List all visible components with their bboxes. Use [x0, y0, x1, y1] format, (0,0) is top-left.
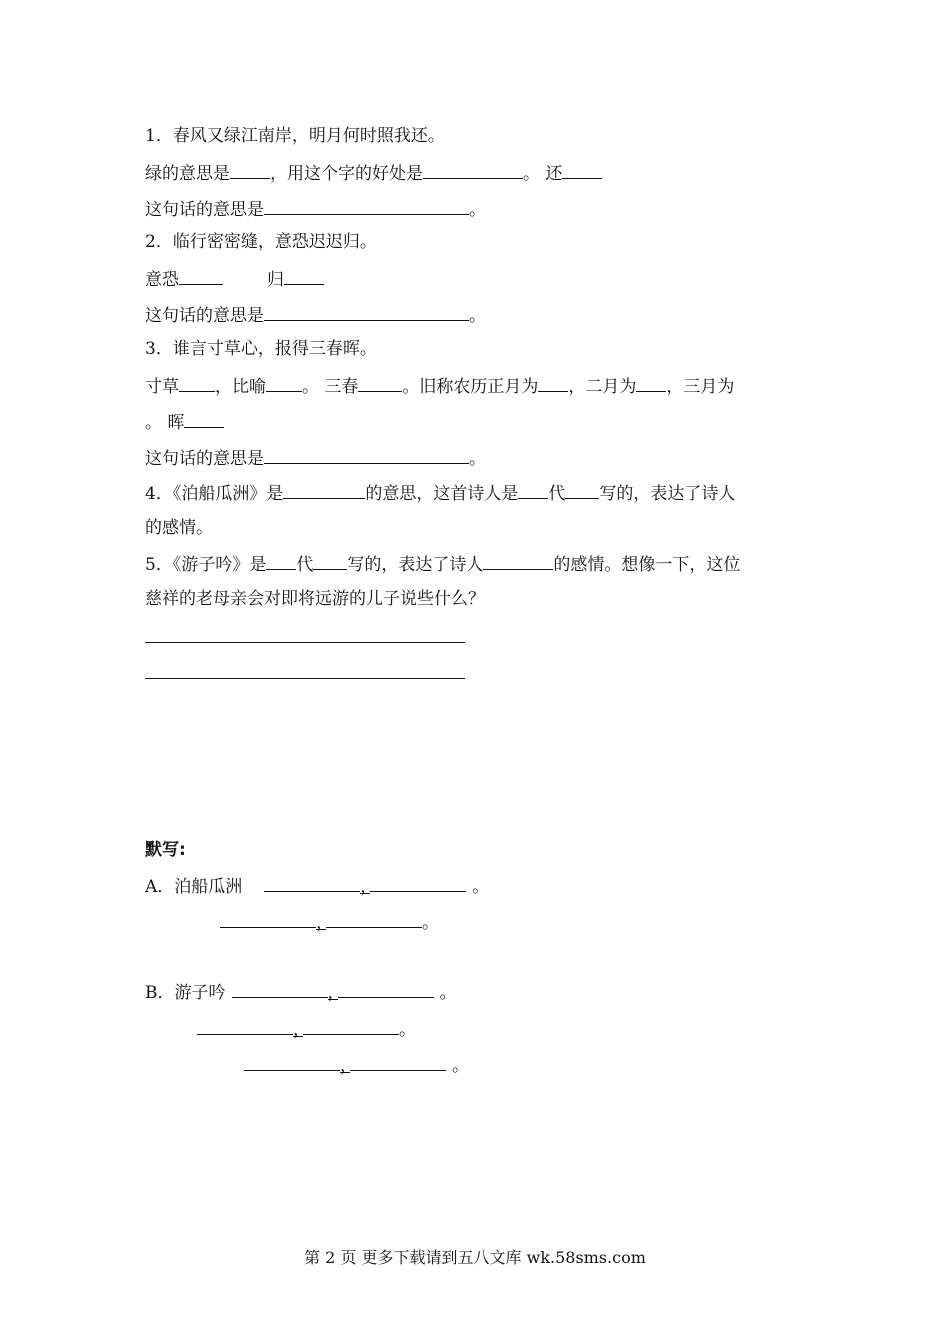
dictation-b-blank-5[interactable] — [244, 1052, 340, 1071]
q5-answer-line-2[interactable] — [145, 678, 465, 679]
q5-text-c: 写的，表达了诗人 — [347, 555, 484, 575]
q4-text-b: 的意思，这首诗人是 — [365, 484, 519, 504]
q2-blank-meaning[interactable] — [264, 302, 469, 321]
q3-text-hui: 。 晖 — [145, 413, 185, 433]
q3-blank-cuncao[interactable] — [179, 373, 215, 392]
q5-blank-poet[interactable] — [313, 551, 347, 570]
q1-period: 。 — [469, 200, 486, 220]
q3-text-e: ，二月为 — [568, 377, 637, 397]
page-footer: 第 2 页 更多下载请到五八文库 wk.58sms.com — [304, 1248, 646, 1267]
q2-line2 — [145, 266, 324, 292]
q4-text-d: 写的，表达了诗人 — [599, 484, 736, 504]
q3-text-c: 。 三春 — [302, 377, 359, 397]
q1-meaning-label: 这句话的意思是 — [145, 200, 264, 220]
q5-line2: 慈祥的老母亲会对即将远游的儿子说些什么？ — [145, 589, 485, 609]
dictation-a-comma-2: ， — [316, 913, 333, 933]
dictation-b-blank-2[interactable] — [338, 979, 434, 998]
q4-blank-meaning[interactable] — [283, 480, 365, 499]
q3-text-f: ，三月为 — [666, 377, 735, 397]
dictation-a-blank-2[interactable] — [370, 873, 466, 892]
q1-blank-meaning[interactable] — [264, 196, 469, 215]
q2-text-b: 归 — [267, 270, 284, 290]
q5-text-a: 5．《游子吟》是 — [145, 555, 267, 575]
dictation-a-line2 — [220, 909, 439, 935]
q4-text-c: 代 — [548, 484, 566, 504]
q4-blank-dynasty[interactable] — [518, 480, 548, 499]
q2-blank-gui[interactable] — [284, 266, 324, 285]
q5-text-b: 代 — [296, 555, 314, 575]
q3-blank-month2[interactable] — [636, 373, 666, 392]
q4-blank-poet[interactable] — [565, 480, 599, 499]
q3-blank-sanchun[interactable] — [358, 373, 402, 392]
q5-blank-feeling[interactable] — [483, 551, 553, 570]
dictation-b-line1 — [145, 979, 457, 1005]
dictation-b-line2 — [197, 1016, 416, 1042]
dictation-b-comma-1: ， — [327, 983, 345, 1003]
q2-period: 。 — [469, 306, 486, 326]
dictation-b-label: B．游子吟 — [145, 983, 226, 1003]
dictation-b-blank-4[interactable] — [303, 1016, 399, 1035]
q5-line1 — [145, 551, 740, 577]
q1-line3 — [145, 196, 486, 222]
q2-blank-yikong[interactable] — [179, 266, 223, 285]
q1-blank-benefit[interactable] — [423, 160, 523, 179]
q2-text-a: 意恐 — [145, 270, 179, 290]
q3-text-d: 。旧称农历正月为 — [402, 377, 539, 397]
dictation-a-label: A．泊船瓜洲 — [145, 877, 243, 897]
dictation-a-period-2: 。 — [422, 913, 439, 933]
q1-text-a: 绿的意思是 — [145, 164, 230, 184]
q1-text-c: 。 还 — [523, 164, 563, 184]
q3-title: 3．谁言寸草心，报得三春晖。 — [145, 339, 377, 359]
q3-line3 — [145, 409, 224, 435]
q3-meaning-label: 这句话的意思是 — [145, 449, 264, 469]
q3-text-a: 寸草 — [145, 377, 179, 397]
q4-text-a: 4．《泊船瓜洲》是 — [145, 484, 284, 504]
q3-blank-month1[interactable] — [538, 373, 568, 392]
q5-answer-line-1[interactable] — [145, 642, 465, 643]
dictation-a-blank-4[interactable] — [326, 909, 422, 928]
dictation-b-comma-2: ， — [293, 1020, 310, 1040]
q3-text-b: ，比喻 — [215, 377, 266, 397]
q3-blank-meaning[interactable] — [264, 445, 469, 464]
dictation-b-period-1: 。 — [439, 983, 457, 1003]
q1-text-b: ，用这个字的好处是 — [270, 164, 423, 184]
q4-line1 — [145, 480, 735, 506]
q1-blank-huan[interactable] — [562, 160, 602, 179]
dictation-a-comma-1: ， — [360, 877, 378, 897]
dictation-b-line3 — [244, 1052, 469, 1078]
dictation-b-period-2: 。 — [399, 1020, 416, 1040]
q5-text-d: 的感情。想像一下，这位 — [553, 555, 741, 575]
q3-line4 — [145, 445, 486, 471]
dictation-a-period-1: 。 — [472, 877, 490, 897]
dictation-a-blank-3[interactable] — [220, 909, 316, 928]
q2-line3 — [145, 302, 486, 328]
q1-title: 1．春风又绿江南岸，明月何时照我还。 — [145, 126, 445, 146]
dictation-b-blank-3[interactable] — [197, 1016, 293, 1035]
dictation-a-blank-1[interactable] — [264, 873, 360, 892]
dictation-b-blank-6[interactable] — [350, 1052, 446, 1071]
q1-blank-lu[interactable] — [230, 160, 270, 179]
q3-blank-biyu[interactable] — [266, 373, 302, 392]
q3-blank-hui[interactable] — [184, 409, 224, 428]
q4-line2: 的感情。 — [145, 518, 213, 538]
dictation-b-blank-1[interactable] — [232, 979, 328, 998]
dictation-b-comma-3: ， — [340, 1056, 357, 1076]
dictation-b-period-3: 。 — [452, 1056, 469, 1076]
dictation-a-line1 — [145, 873, 489, 899]
q2-title: 2．临行密密缝，意恐迟迟归。 — [145, 232, 377, 252]
q3-period: 。 — [469, 449, 486, 469]
q2-meaning-label: 这句话的意思是 — [145, 306, 264, 326]
dictation-heading: 默写: — [145, 840, 186, 860]
q5-blank-dynasty[interactable] — [266, 551, 296, 570]
q1-line2 — [145, 160, 602, 186]
q3-line2 — [145, 373, 734, 399]
